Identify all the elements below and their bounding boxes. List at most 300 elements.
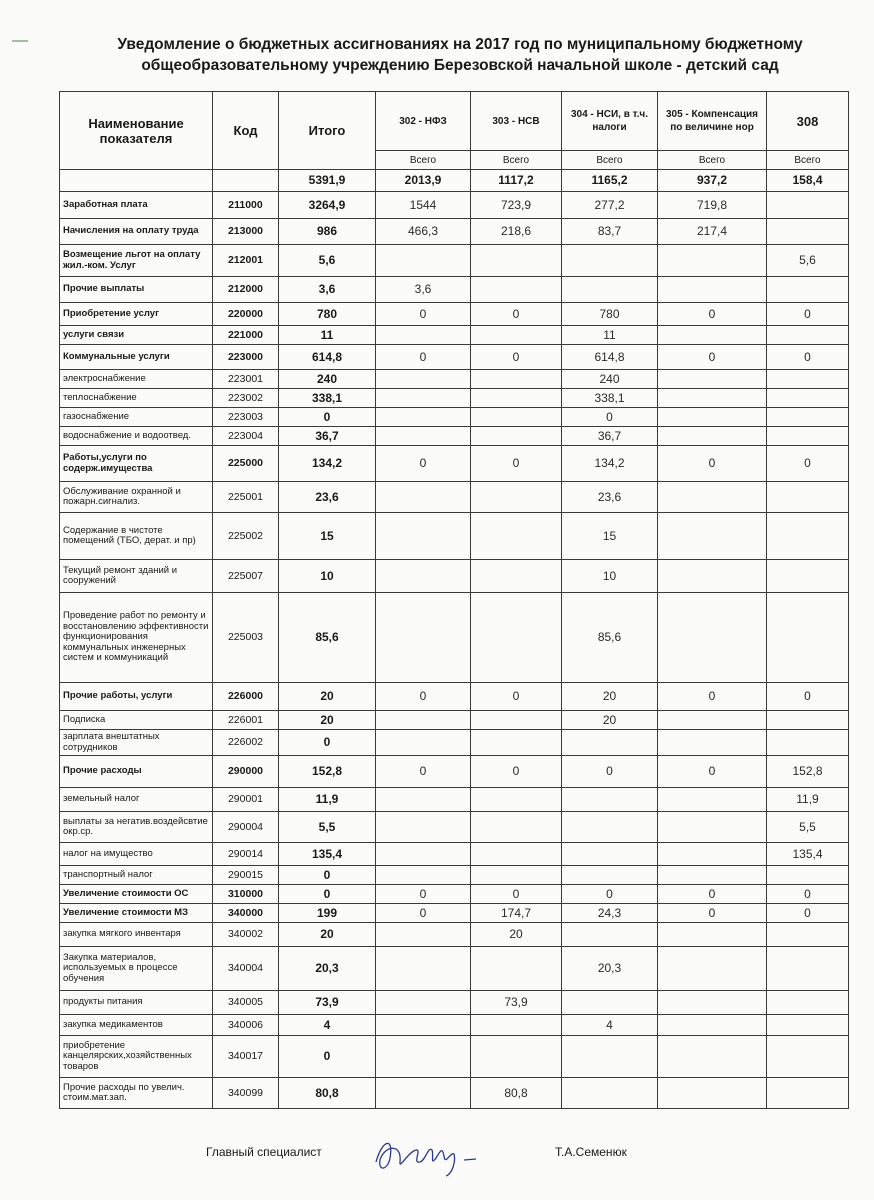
row-308 <box>767 482 849 513</box>
row-305 <box>658 923 767 947</box>
table-row <box>60 885 849 904</box>
row-302: 0 <box>376 303 471 326</box>
row-305 <box>658 245 767 277</box>
row-302 <box>376 1078 471 1109</box>
row-304 <box>562 788 658 812</box>
header-308: 308 <box>767 92 849 151</box>
row-302: 0 <box>376 446 471 482</box>
row-total: 152,8 <box>279 756 376 788</box>
row-302 <box>376 812 471 843</box>
row-total: 20,3 <box>279 947 376 991</box>
row-total: 134,2 <box>279 446 376 482</box>
totals-row <box>60 170 849 192</box>
row-305 <box>658 560 767 593</box>
header-303: 303 - НСВ <box>471 92 562 151</box>
row-name: Прочие расходы по увелич. стоим.мат.зап. <box>60 1078 213 1109</box>
table-row <box>60 866 849 885</box>
row-305 <box>658 843 767 866</box>
row-total: 80,8 <box>279 1078 376 1109</box>
row-302: 0 <box>376 345 471 370</box>
row-code: 310000 <box>213 885 279 904</box>
row-302 <box>376 326 471 345</box>
row-total: 0 <box>279 730 376 756</box>
row-code: 221000 <box>213 326 279 345</box>
row-303 <box>471 788 562 812</box>
subheader-303: Всего <box>471 151 562 170</box>
row-302 <box>376 788 471 812</box>
row-305 <box>658 788 767 812</box>
row-302 <box>376 482 471 513</box>
row-total: 3264,9 <box>279 192 376 219</box>
table-row <box>60 947 849 991</box>
row-305 <box>658 812 767 843</box>
row-total: 20 <box>279 711 376 730</box>
footer-name: Т.А.Семенюк <box>555 1145 627 1159</box>
row-302 <box>376 245 471 277</box>
table-row <box>60 326 849 345</box>
row-304: 0 <box>562 756 658 788</box>
table-row <box>60 1078 849 1109</box>
header-code: Код <box>213 92 279 170</box>
row-302 <box>376 866 471 885</box>
table-row <box>60 756 849 788</box>
row-304 <box>562 277 658 303</box>
row-305 <box>658 947 767 991</box>
row-304: 0 <box>562 885 658 904</box>
table-row <box>60 277 849 303</box>
row-304: 15 <box>562 513 658 560</box>
row-total: 36,7 <box>279 427 376 446</box>
row-total: 20 <box>279 683 376 711</box>
row-308 <box>767 866 849 885</box>
table-row <box>60 303 849 326</box>
row-304: 277,2 <box>562 192 658 219</box>
row-302: 0 <box>376 885 471 904</box>
table-row <box>60 482 849 513</box>
row-302: 0 <box>376 683 471 711</box>
row-304: 23,6 <box>562 482 658 513</box>
table-row <box>60 345 849 370</box>
row-name: газоснабжение <box>60 408 213 427</box>
row-total: 986 <box>279 219 376 245</box>
totals-name-cell <box>60 170 213 192</box>
row-code: 225007 <box>213 560 279 593</box>
row-303 <box>471 482 562 513</box>
row-305: 0 <box>658 756 767 788</box>
row-code: 226002 <box>213 730 279 756</box>
row-303 <box>471 408 562 427</box>
row-303 <box>471 389 562 408</box>
row-308: 5,5 <box>767 812 849 843</box>
row-total: 73,9 <box>279 991 376 1015</box>
row-code: 223000 <box>213 345 279 370</box>
row-302 <box>376 370 471 389</box>
table-row <box>60 730 849 756</box>
row-303: 20 <box>471 923 562 947</box>
row-308 <box>767 730 849 756</box>
table-row <box>60 513 849 560</box>
row-code: 290004 <box>213 812 279 843</box>
row-304: 85,6 <box>562 593 658 683</box>
row-308: 0 <box>767 904 849 923</box>
row-305 <box>658 277 767 303</box>
row-305 <box>658 866 767 885</box>
row-code: 340006 <box>213 1015 279 1036</box>
table-row <box>60 593 849 683</box>
row-total: 614,8 <box>279 345 376 370</box>
row-305 <box>658 370 767 389</box>
row-302 <box>376 513 471 560</box>
row-302 <box>376 730 471 756</box>
row-name: Начисления на оплату труда <box>60 219 213 245</box>
row-305: 0 <box>658 683 767 711</box>
table-row <box>60 389 849 408</box>
row-305 <box>658 427 767 446</box>
row-304: 20 <box>562 683 658 711</box>
table-row <box>60 683 849 711</box>
row-304 <box>562 843 658 866</box>
row-308 <box>767 219 849 245</box>
row-total: 0 <box>279 408 376 427</box>
footer-position: Главный специалист <box>206 1145 322 1159</box>
budget-table <box>59 91 849 1109</box>
subheader-308: Всего <box>767 151 849 170</box>
row-302 <box>376 711 471 730</box>
row-302: 0 <box>376 904 471 923</box>
row-304: 36,7 <box>562 427 658 446</box>
row-308 <box>767 991 849 1015</box>
table-row <box>60 245 849 277</box>
row-302 <box>376 991 471 1015</box>
row-name: Содержание в чистоте помещений (ТБО, дерат. и пр) <box>60 513 213 560</box>
row-code: 290015 <box>213 866 279 885</box>
table-row <box>60 408 849 427</box>
row-308 <box>767 277 849 303</box>
row-303: 0 <box>471 303 562 326</box>
table-row <box>60 1036 849 1078</box>
subheader-302: Всего <box>376 151 471 170</box>
row-code: 290000 <box>213 756 279 788</box>
row-304 <box>562 730 658 756</box>
row-302 <box>376 923 471 947</box>
row-308: 11,9 <box>767 788 849 812</box>
row-code: 340005 <box>213 991 279 1015</box>
table-row <box>60 1015 849 1036</box>
row-code: 340002 <box>213 923 279 947</box>
row-302: 3,6 <box>376 277 471 303</box>
row-code: 223001 <box>213 370 279 389</box>
row-code: 225001 <box>213 482 279 513</box>
scan-mark <box>12 40 28 42</box>
row-name: закупка медикаментов <box>60 1015 213 1036</box>
row-305 <box>658 593 767 683</box>
totals-code-cell <box>213 170 279 192</box>
row-303 <box>471 843 562 866</box>
row-308: 0 <box>767 303 849 326</box>
row-308: 0 <box>767 345 849 370</box>
row-308 <box>767 593 849 683</box>
row-305: 0 <box>658 446 767 482</box>
row-302 <box>376 560 471 593</box>
row-code: 340099 <box>213 1078 279 1109</box>
row-303: 0 <box>471 446 562 482</box>
row-code: 211000 <box>213 192 279 219</box>
totals-305: 937,2 <box>658 170 767 192</box>
subheader-305: Всего <box>658 151 767 170</box>
row-302 <box>376 1015 471 1036</box>
row-308 <box>767 560 849 593</box>
row-code: 290001 <box>213 788 279 812</box>
row-304: 614,8 <box>562 345 658 370</box>
row-308 <box>767 711 849 730</box>
row-name: земельный налог <box>60 788 213 812</box>
row-304 <box>562 866 658 885</box>
row-name: водоснабжение и водоотвед. <box>60 427 213 446</box>
row-303 <box>471 560 562 593</box>
totals-308: 158,4 <box>767 170 849 192</box>
row-303 <box>471 593 562 683</box>
row-304 <box>562 812 658 843</box>
row-304: 11 <box>562 326 658 345</box>
row-305: 0 <box>658 303 767 326</box>
table-row <box>60 991 849 1015</box>
row-code: 213000 <box>213 219 279 245</box>
row-304: 780 <box>562 303 658 326</box>
row-303: 73,9 <box>471 991 562 1015</box>
header-row <box>60 92 849 151</box>
row-304: 20 <box>562 711 658 730</box>
row-303 <box>471 370 562 389</box>
row-303 <box>471 812 562 843</box>
row-303 <box>471 947 562 991</box>
row-total: 10 <box>279 560 376 593</box>
row-name: Закупка материалов, используемых в процессе обучения <box>60 947 213 991</box>
row-308: 0 <box>767 885 849 904</box>
row-303 <box>471 1015 562 1036</box>
row-303: 0 <box>471 885 562 904</box>
row-308: 5,6 <box>767 245 849 277</box>
row-303 <box>471 730 562 756</box>
row-code: 220000 <box>213 303 279 326</box>
row-total: 240 <box>279 370 376 389</box>
totals-total: 5391,9 <box>279 170 376 192</box>
row-304 <box>562 923 658 947</box>
row-total: 3,6 <box>279 277 376 303</box>
row-code: 223002 <box>213 389 279 408</box>
row-name: электроснабжение <box>60 370 213 389</box>
row-303 <box>471 277 562 303</box>
row-308 <box>767 427 849 446</box>
row-302 <box>376 427 471 446</box>
row-305 <box>658 513 767 560</box>
row-304 <box>562 1036 658 1078</box>
table-row <box>60 446 849 482</box>
row-name: услуги связи <box>60 326 213 345</box>
row-name: Увеличение стоимости МЗ <box>60 904 213 923</box>
row-305 <box>658 482 767 513</box>
row-302: 1544 <box>376 192 471 219</box>
row-304: 83,7 <box>562 219 658 245</box>
row-305 <box>658 1078 767 1109</box>
row-302 <box>376 389 471 408</box>
row-304: 10 <box>562 560 658 593</box>
row-name: Приобретение услуг <box>60 303 213 326</box>
totals-302: 2013,9 <box>376 170 471 192</box>
title-line-1: Уведомление о бюджетных ассигнованиях на 2017 год по муниципальному бюджетному <box>117 36 803 53</box>
row-303: 80,8 <box>471 1078 562 1109</box>
table-row <box>60 904 849 923</box>
row-305: 0 <box>658 904 767 923</box>
row-name: теплоснабжение <box>60 389 213 408</box>
row-308 <box>767 1078 849 1109</box>
row-303 <box>471 711 562 730</box>
row-name: Прочие работы, услуги <box>60 683 213 711</box>
row-305: 0 <box>658 885 767 904</box>
row-name: Заработная плата <box>60 192 213 219</box>
header-total: Итого <box>279 92 376 170</box>
table-row <box>60 843 849 866</box>
row-name: Проведение работ по ремонту и восстановлению эффективности функционирования коммунальных инженерных систем и коммуникаций <box>60 593 213 683</box>
row-304: 240 <box>562 370 658 389</box>
row-303 <box>471 245 562 277</box>
row-304: 338,1 <box>562 389 658 408</box>
table-row <box>60 219 849 245</box>
row-308: 0 <box>767 683 849 711</box>
row-304: 20,3 <box>562 947 658 991</box>
row-308: 135,4 <box>767 843 849 866</box>
row-303 <box>471 866 562 885</box>
row-code: 340000 <box>213 904 279 923</box>
table-row <box>60 370 849 389</box>
row-305 <box>658 1036 767 1078</box>
row-name: закупка мягкого инвентаря <box>60 923 213 947</box>
row-name: Увеличение стоимости ОС <box>60 885 213 904</box>
row-303: 723,9 <box>471 192 562 219</box>
row-305: 719,8 <box>658 192 767 219</box>
title-line-2: общеобразовательному учреждению Березовской начальной школе - детский сад <box>141 57 779 74</box>
row-total: 4 <box>279 1015 376 1036</box>
row-305: 0 <box>658 345 767 370</box>
row-302: 0 <box>376 756 471 788</box>
row-total: 0 <box>279 866 376 885</box>
header-304: 304 - НСИ, в т.ч. налоги <box>562 92 658 151</box>
row-305 <box>658 711 767 730</box>
row-308 <box>767 408 849 427</box>
row-code: 225003 <box>213 593 279 683</box>
row-304: 4 <box>562 1015 658 1036</box>
table-row <box>60 560 849 593</box>
row-303: 0 <box>471 345 562 370</box>
row-total: 5,5 <box>279 812 376 843</box>
row-total: 199 <box>279 904 376 923</box>
row-305 <box>658 389 767 408</box>
row-305 <box>658 1015 767 1036</box>
totals-303: 1117,2 <box>471 170 562 192</box>
signature <box>372 1132 482 1178</box>
row-name: Обслуживание охранной и пожарн.сигнализ. <box>60 482 213 513</box>
row-name: транспортный налог <box>60 866 213 885</box>
row-code: 340004 <box>213 947 279 991</box>
row-305 <box>658 408 767 427</box>
row-303: 0 <box>471 683 562 711</box>
row-code: 226000 <box>213 683 279 711</box>
row-code: 212001 <box>213 245 279 277</box>
row-302 <box>376 947 471 991</box>
row-name: зарплата внештатных сотрудников <box>60 730 213 756</box>
row-total: 780 <box>279 303 376 326</box>
row-total: 85,6 <box>279 593 376 683</box>
row-304: 134,2 <box>562 446 658 482</box>
row-total: 5,6 <box>279 245 376 277</box>
row-308 <box>767 389 849 408</box>
row-total: 338,1 <box>279 389 376 408</box>
table-row <box>60 812 849 843</box>
row-305 <box>658 326 767 345</box>
row-total: 20 <box>279 923 376 947</box>
row-name: налог на имущество <box>60 843 213 866</box>
row-name: Прочие выплаты <box>60 277 213 303</box>
row-name: продукты питания <box>60 991 213 1015</box>
row-302 <box>376 843 471 866</box>
row-name: Коммунальные услуги <box>60 345 213 370</box>
row-name: Возмещение льгот на оплату жил.-ком. Услуг <box>60 245 213 277</box>
row-name: Работы,услуги по содерж.имущества <box>60 446 213 482</box>
row-308 <box>767 1015 849 1036</box>
row-305 <box>658 730 767 756</box>
row-308 <box>767 370 849 389</box>
row-308 <box>767 1036 849 1078</box>
row-308: 152,8 <box>767 756 849 788</box>
row-code: 290014 <box>213 843 279 866</box>
row-304: 24,3 <box>562 904 658 923</box>
row-303: 0 <box>471 756 562 788</box>
row-name: Прочие расходы <box>60 756 213 788</box>
totals-304: 1165,2 <box>562 170 658 192</box>
row-total: 11 <box>279 326 376 345</box>
row-name: Текущий ремонт зданий и сооружений <box>60 560 213 593</box>
row-total: 0 <box>279 885 376 904</box>
row-302 <box>376 1036 471 1078</box>
row-name: Подписка <box>60 711 213 730</box>
row-305: 217,4 <box>658 219 767 245</box>
subheader-304: Всего <box>562 151 658 170</box>
row-code: 223003 <box>213 408 279 427</box>
row-308 <box>767 923 849 947</box>
row-total: 135,4 <box>279 843 376 866</box>
row-303 <box>471 427 562 446</box>
row-304 <box>562 991 658 1015</box>
row-302: 466,3 <box>376 219 471 245</box>
row-304: 0 <box>562 408 658 427</box>
row-303: 218,6 <box>471 219 562 245</box>
row-308 <box>767 513 849 560</box>
row-total: 11,9 <box>279 788 376 812</box>
header-305: 305 - Компенсация по величине нор <box>658 92 767 151</box>
row-304 <box>562 1078 658 1109</box>
row-302 <box>376 593 471 683</box>
row-code: 225000 <box>213 446 279 482</box>
row-code: 226001 <box>213 711 279 730</box>
table-row <box>60 788 849 812</box>
row-code: 223004 <box>213 427 279 446</box>
row-total: 15 <box>279 513 376 560</box>
row-303 <box>471 326 562 345</box>
header-302: 302 - НФЗ <box>376 92 471 151</box>
row-code: 340017 <box>213 1036 279 1078</box>
row-304 <box>562 245 658 277</box>
row-302 <box>376 408 471 427</box>
table-row <box>60 711 849 730</box>
